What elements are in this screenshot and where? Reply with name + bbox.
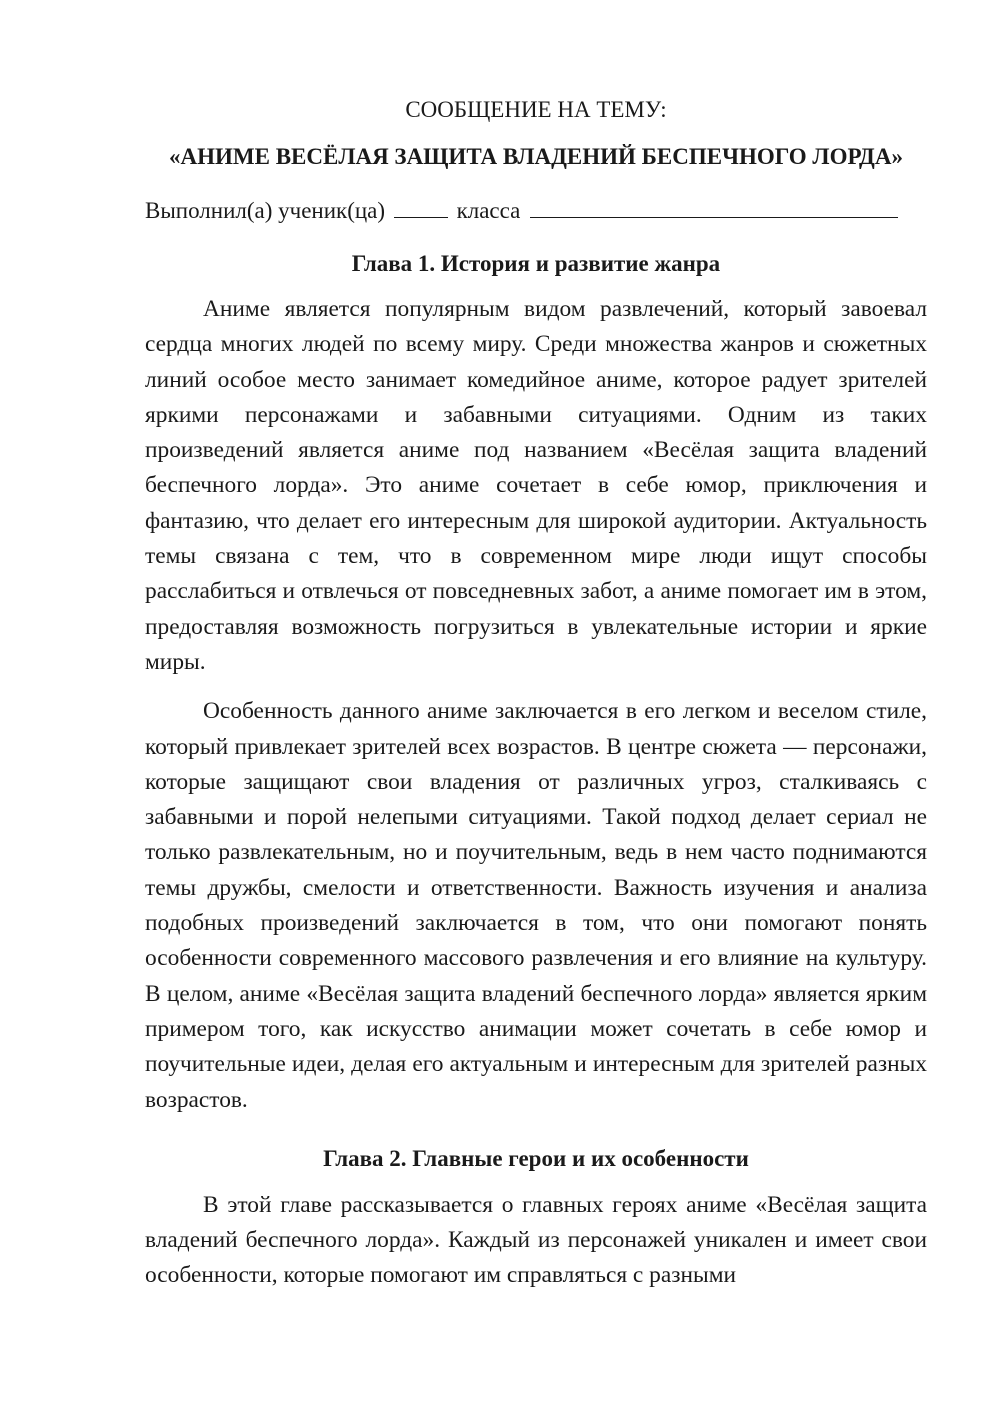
- signature-line: [145, 194, 927, 228]
- chapter-2-heading: Глава 2. Главные герои и их особенности: [323, 1145, 749, 1171]
- signature-middle: класса: [456, 198, 521, 223]
- chapter-1-paragraph-2: Особенность данного аниме заключается в его легком и веселом стиле, который привлекает зрителей всех возрастов. В центре сюжета — персонажи, которые защищают свои владения от различных угроз, сталкиваясь с забавными и порой нелепыми ситуациями. Такой подход делает сериал не только развлекательным, но и поучительным, ведь в нем часто поднимаются темы дружбы, смелости и ответственности. Важность изучения и анализа подобных произведений заключается в том, что они помогают понять особенности современного массового развлечения и его влияние на культуру. В целом, аниме «Весёлая защита владений беспечного лорда» является ярким примером того, как искусство анимации может сочетать в себе юмор и поучительные идеи, делая его актуальным и интересным для зрителей разных возрастов.: [145, 698, 927, 1113]
- chapter-1-heading: Глава 1. История и развитие жанра: [351, 251, 721, 276]
- class-blank: [394, 195, 448, 218]
- name-blank: [530, 195, 898, 218]
- document-header: СООБЩЕНИЕ НА ТЕМУ:: [405, 97, 667, 122]
- chapter-2-paragraph-1: В этой главе рассказывается о главных героях аниме «Весёлая защита владений беспечного лорда». Каждый из персонажей уникален и имеет свои особенности, которые помогают им справляться с разными: [145, 1191, 927, 1289]
- chapter-1-paragraph-1: Аниме является популярным видом развлечений, который завоевал сердца многих людей по всему миру. Среди множества жанров и сюжетных линий особое место занимает комедийное аниме, которое радует зрителей яркими персонажами и забавными ситуациями. Одним из таких произведений является аниме под названием «Весёлая защита владений беспечного лорда». Это аниме сочетает в себе юмор, приключения и фантазию, что делает его интересным для широкой аудитории. Актуальность темы связана с тем, что в современном мире люди ищут способы расслабиться и отвлечься от повседневных забот, а аниме помогает им в этом, предоставляя возможность погрузиться в увлекательные истории и яркие миры.: [145, 296, 927, 675]
- document-title: «АНИМЕ ВЕСЁЛАЯ ЗАЩИТА ВЛАДЕНИЙ БЕСПЕЧНОГО ЛОРДА»: [169, 144, 903, 169]
- signature-prefix: Выполнил(а) ученик(ца): [145, 198, 386, 223]
